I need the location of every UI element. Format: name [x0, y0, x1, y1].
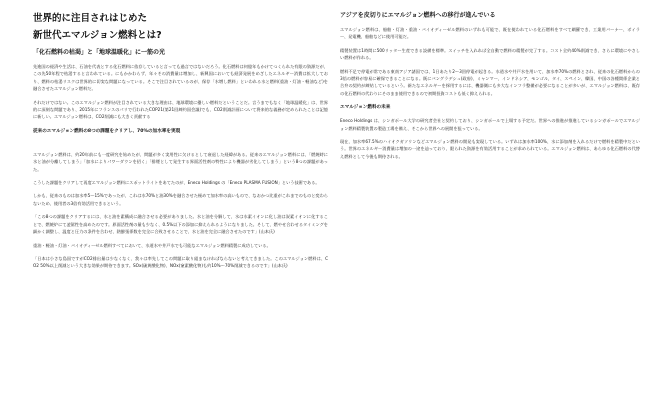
paragraph: 現在、加水率67.5%のハイオクガソリンなどエマルジョン燃料の開発も実現している。いずれは加水率100%、水に添加剤を入れるだけで燃料を精製中だという。世界のエネルギー消費量は増加の一途を辿っており、限られた資源を有効活用することが求められている。エマルジョン燃料は、あらゆる化石燃料の代替え燃料として今後も期待される。 [340, 139, 640, 159]
paragraph: こうした課題をクリアして再度エマルジョン燃料にスポットライトをあてたのが、Eneco Holdings の「Eneco PLASMA FUSION」という技術である。 [33, 180, 320, 186]
paragraph: 重油・軽油・灯油・バイオディーゼル燃料すべてにおいて、水道水や井戸水でも可能なエマルジョン燃料精製に成功している。 [33, 242, 271, 248]
right-column [340, 12, 640, 160]
paragraph: エマルジョン燃料は、船舶・灯油・重油・バイオディーゼル燃料のいずれも可能で、既在使われている化石燃料をすべて網羅でき、工業用バーナー、ボイラー、発電機、船舶などに使用可能だ。 [340, 27, 640, 40]
quote-paragraph: 「この8つの課題をクリアするには、水と油を素構成に融合させる必要がありました。水と油を分解して、水は水素イオンに化し油は炭素イオンに化することで、燃焼炉にて凌駕性を高めたのです。界面活性剤の量も少なく、0.5%以下の添加に抑えられるようになりました。そして、燃やせ合わせるタイミングを細かく調整し、温度と圧力の条件を合わせ、熱膨張係数を完全に合致させることで、水と油を完全に融合させたのです」(山本氏) [33, 214, 328, 235]
left-column [33, 12, 328, 270]
paragraph: それだけではない。このエマルジョン燃料が注目されている大きな理由は、地球環境に優しい燃料だということだ。言うまでもなく「地球温暖化」は、世界的に深刻な問題であり、2015年にフランスのパリで行われたCOP21(第21回締約国会議)でも、CO2削減計画について将来的な義務が定められたことは記憶に新しい。エマルジョン燃料は、CO2削減にも大きく貢献する [33, 99, 328, 120]
paragraph: しかも、従来のものは加水率5〜15%であったが、これは水70%と油30%を融合させた極めて加水率の高いもので、なおかつ比重がこれまでのものと変わらないため、使用者の3倍有効活用できるという。 [33, 193, 328, 206]
paragraph: 燃料不足で停電が常である東南アジア諸国では、1日あたり2〜3回停電が起きる。水道水や井戸水を用いて、加水率70%の燃料とされ、従来の化石燃料からの3倍の燃料が容易に確保できることになる。既にバングラデシュ(政府)、ミャンマー、インドネシア、モンゴル、タイ、スペイン、韓国、中国の各種関係企業と合弁の契約が締結しているという。新たなエネルギーを採用するには、機器側にも多大なインフラ整備が必要になることが多いが、エマルジョン燃料は、既存の化石燃料の代わりにそのまま使用できるので初期投資コストも低く抑えられる。 [340, 68, 640, 96]
paragraph: エマルジョン燃料は、約20年前にも一度研究を始めたが、問題が多く実用性に欠けるとして衰退した経緯がある。従来のエマルジョン燃料には、「燃焼時に水と油が分離してしまう」「加水によりパワーダウンを招く」「排煙として発生する界面活性剤の特性により機器が劣化してしまう」という8つの課題があった。 [33, 151, 328, 172]
paragraph: Eneco Holdings は、シンガポール大学の研究者会社と契約しており、シンガポールで上場する予定だ。世界への推進が推進しているシンガポールでエマルジョン燃料精製装置の製造工場を備え、そこから世界への展開を狙っている。 [340, 118, 640, 131]
spacer [33, 135, 328, 145]
section-heading: 従来のエマルジョン燃料の8つの課題をクリアし、70%の加水率を実現 [33, 128, 181, 134]
right-heading: アジアを皮切りにエマルジョン燃料への移行が進んでいる [340, 12, 496, 19]
article-subtitle: 新世代エマルジョン燃料とは? [33, 30, 162, 41]
paragraph: 先進国の経済や生活は、石油を代表とする化石燃料に依存していると言っても過言ではないだろう。化石燃料は何億年もかけてつくられた有限の資源だが、この先50年程で枯渇すると言われている。にもかかわらず、年々その消費量は増加し、新興国においても経済発展をめざしたエネルギー消費は拡大しており、燃料の枯渇リスクは世界的に切実な問題になっている。そこで注目されているのが、保存「水増し燃料」といわれる水と燃料(重油・灯油・軽油など)を融合させたエマルジョン燃料だ。 [33, 64, 328, 92]
paragraph: 精製装置は1時間に500リッター生産できる設備を標準。スイッチを入れれば全自動で燃料の精製が完了する。コスト全約40%削減でき、さらに環境にやさしい燃料が作れる。 [340, 47, 640, 61]
quote-paragraph: 「日本は小さな島国ですがCO2排出量は少なくなく、我々は率先してこの問題に取り組まなければならないと考えてきました。このエマルジョン燃料は、CO2 50%以上削減という大きな効果が期待できます。SOx(硫黄酸化物)、NOx(窒素酸化物)も約10%〜70%削減できるのです」(山本氏) [33, 255, 328, 269]
section-heading: エマルジョン燃料の未来 [340, 105, 391, 111]
article-tagline: 「化石燃料の枯渇」と「地球温暖化」に一筋の光 [33, 49, 166, 56]
article-title: 世界的に注目されはじめた [33, 13, 148, 24]
